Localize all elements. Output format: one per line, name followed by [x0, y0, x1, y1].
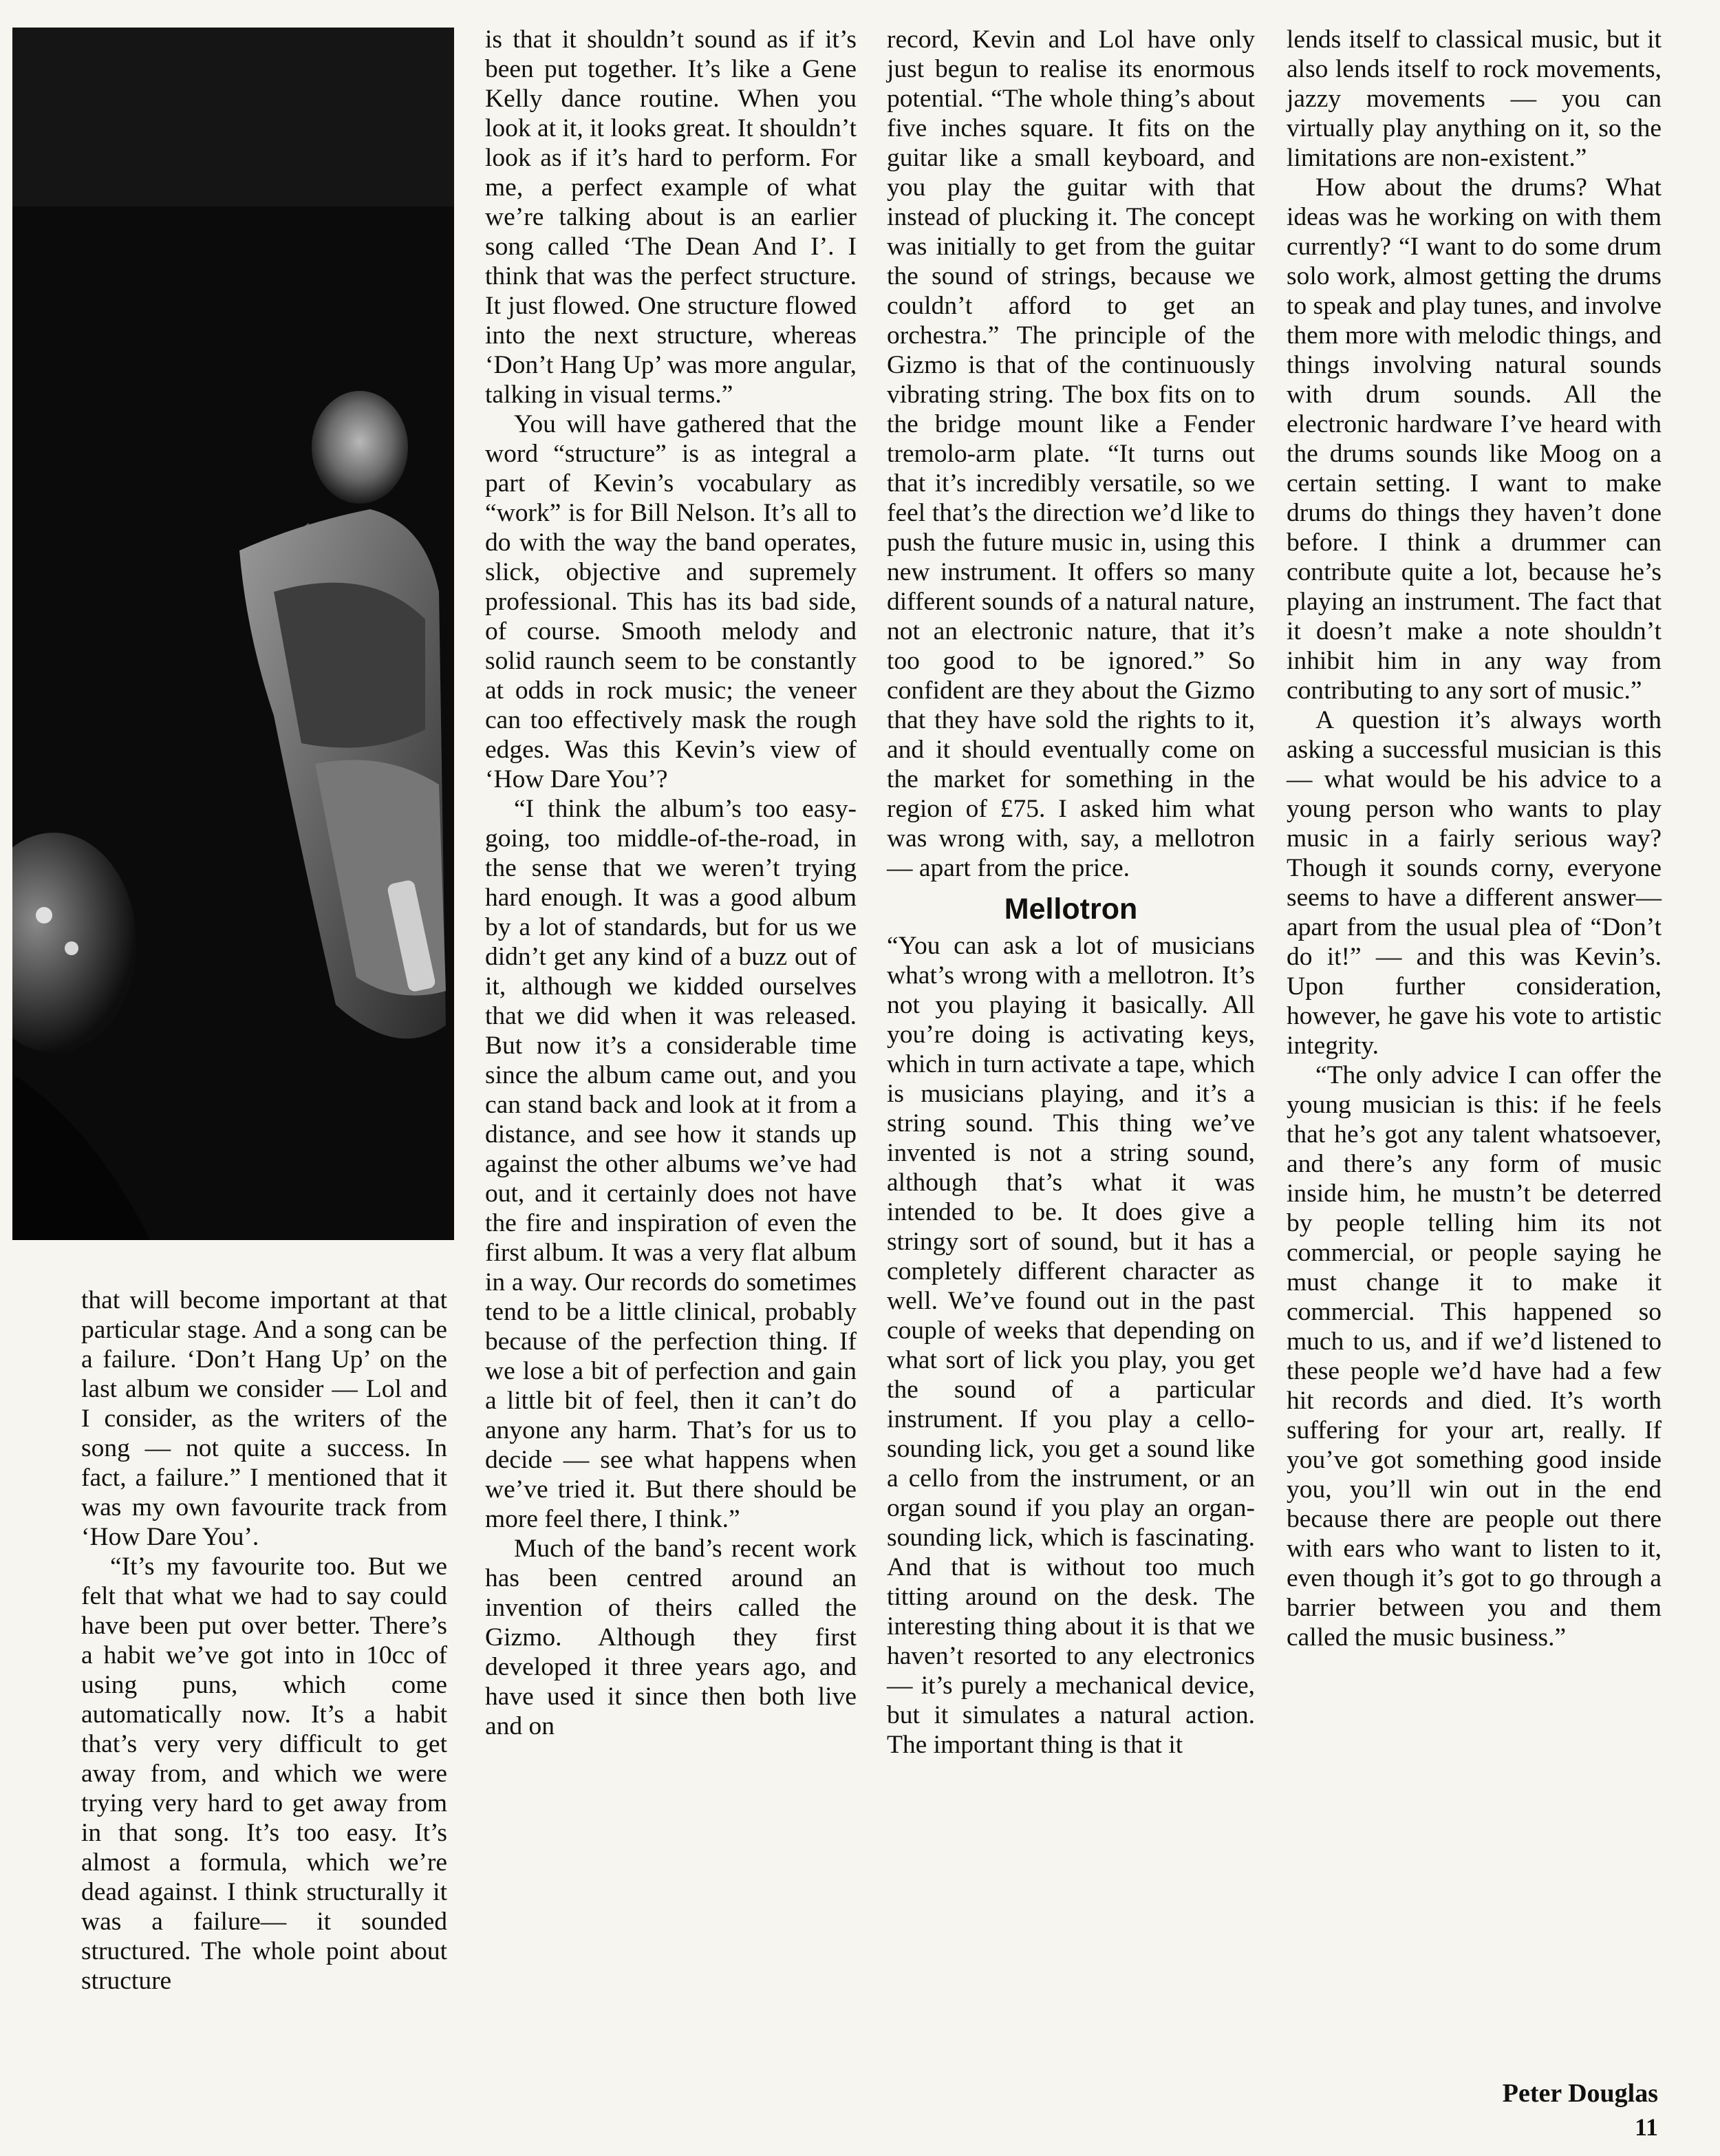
photo-musician-with-microphone [12, 28, 454, 1240]
paragraph: “You can ask a lot of musicians what’s wrong with a mellotron. It’s not you playing it basically. All you’re doing is activating keys, which in turn activate a tape, which is musicians playing, and it’s a string sound. This thing we’ve invented is not a string sound, although that’s what it was intended to be. It does give a stringy sort of sound, but it has a completely different character as well. We’ve found out in the past couple of weeks that depending on what sort of lick you play, you get the sound of a particular instrument. If you play a cello-sounding lick, you get a sound like a cello from the instrument, or an organ sound if you play an organ-sounding lick, which is fascinating. And that is without too much titting around on the desk. The interesting thing about it is that we haven’t resorted to any electronics — it’s purely a mechanical device, but it simulates a natural action. The important thing is that it [887, 932, 1255, 1759]
column-3 [887, 25, 1255, 1760]
column-4 [1287, 25, 1662, 1652]
paragraph: You will have gathered that the word “structure” is as integral a part of Kevin’s vocabulary as “work” is for Bill Nelson. It’s all to do with the way the band operates, slick, objective and supremely professional. This has its bad side, of course. Smooth melody and solid raunch seem to be constantly at odds in rock music; the veneer can too effectively mask the rough edges. Was this Kevin’s view of ‘How Dare You’? [485, 410, 857, 793]
paragraph: “It’s my favourite too. But we felt that what we had to say could have been put over better. There’s a habit we’ve got into in 10cc of using puns, which come automatically now. It’s a habit that’s very very difficult to get away from, and which we were trying very hard to get away from in that song. It’s too easy. It’s almost a formula, which we’re dead against. I think structurally it was a failure— it sounded structured. The whole point about structure [81, 1552, 447, 1995]
column-2 [485, 25, 857, 1741]
paragraph: that will become important at that particular stage. And a song can be a failure. ‘Don’t Hang Up’ on the last album we consider — Lol and I consider, as the writers of the song — not quite a success. In fact, a failure.” I mentioned that it was my own favourite track from ‘How Dare You’. [81, 1286, 447, 1551]
paragraph: is that it shouldn’t sound as if it’s been put together. It’s like a Gene Kelly dance routine. When you look at it, it looks great. It shouldn’t look as if it’s hard to perform. For me, a perfect example of what we’re talking about is an earlier song called ‘The Dean And I’. I think that was the perfect structure. It just flowed. One structure flowed into the next structure, whereas ‘Don’t Hang Up’ was more angular, talking in visual terms.” [485, 25, 857, 409]
column-1 [81, 1285, 447, 1996]
paragraph: record, Kevin and Lol have only just begun to realise its enormous potential. “The whole thing’s about five inches square. It fits on the guitar like a small keyboard, and you play the guitar with that instead of plucking it. The concept was initially to get from the guitar the sound of strings, because we couldn’t afford to get an orchestra.” The principle of the Gizmo is that of the continuously vibrating string. The box fits on to the bridge mount like a Fender tremolo-arm plate. “It turns out that it’s incredibly versatile, so we feel that’s the direction we’d like to push the future music in, using this new instrument. It offers so many different sounds of a natural nature, not an electronic nature, that it’s too good to be ignored.” So confident are they about the Gizmo that they have sold the rights to it, and it should eventually come on the market for something in the region of £75. I asked him what was wrong with, say, a mellotron — apart from the price. [887, 25, 1255, 882]
page-number: 11 [1634, 2113, 1658, 2141]
paragraph: How about the drums? What ideas was he working on with them currently? “I want to do some drum solo work, almost getting the drums to speak and play tunes, and involve them more with melodic things, and things involving natural sounds with drum sounds. All the electronic hardware I’ve heard with the drums sounds like Moog on a certain setting. I want to make drums do things they haven’t done before. I think a drummer can contribute quite a lot, because he’s playing an instrument. The fact that it doesn’t make a note shouldn’t inhibit him in any way from contributing to any sort of music.” [1287, 173, 1662, 705]
paragraph: A question it’s always worth asking a successful musician is this — what would be his advice to a young person who wants to play music in a fairly serious way? Though it sounds corny, everyone seems to have a different answer—apart from the usual plea of “Don’t do it!” — and this was Kevin’s. Upon further consideration, however, he gave his vote to artistic integrity. [1287, 706, 1662, 1060]
paragraph: Much of the band’s recent work has been centred around an invention of theirs called the Gizmo. Although they first developed it three years ago, and have used it since then both live and on [485, 1535, 857, 1740]
paragraph: “The only advice I can offer the young musician is this: if he feels that he’s got any talent whatsoever, and there’s any form of music inside him, he mustn’t be deterred by people telling him its not commercial, or people saying he must change it to make it commercial. This happened so much to us, and if we’d listened to these people we’d have had a few hit records and died. It’s worth suffering for your art, really. If you’ve got something good inside you, you’ll win out in the end because there are people out there with ears who want to listen to it, even though it’s got to go through a barrier between you and them called the music business.” [1287, 1061, 1662, 1652]
paragraph: “I think the album’s too easy-going, too middle-of-the-road, in the sense that we weren’t trying hard enough. It was a good album by a lot of standards, but for us we didn’t get any kind of a buzz out of it, although we kidded ourselves that we did when it was released. But now it’s a considerable time since the album came out, and you can stand back and look at it from a distance, and see how it stands up against the other albums we’ve had out, and it certainly does not have the fire and inspiration of even the first album. It was a very flat album in a way. Our records do sometimes tend to be a little clinical, probably because of the perfection thing. If we lose a bit of perfection and gain a little bit of feel, then it can’t do anyone any harm. That’s for us to decide — see what happens when we’ve tried it. But there should be more feel there, I think.” [485, 795, 857, 1533]
photo-illustration [12, 28, 454, 1240]
paragraph: lends itself to classical music, but it also lends itself to rock movements, jazzy movements — you can virtually play anything on it, so the limitations are non-existent.” [1287, 25, 1662, 172]
author-byline: Peter Douglas [1502, 2079, 1658, 2108]
subheading: Mellotron [1004, 893, 1138, 926]
